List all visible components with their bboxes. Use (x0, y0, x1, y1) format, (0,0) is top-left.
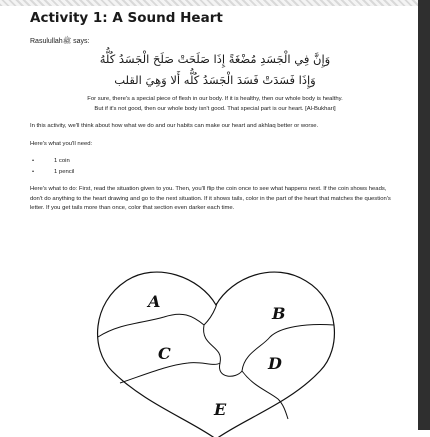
heart-drawing (84, 267, 348, 437)
arabic-line-2: وَإِذَا فَسَدَتْ فَسَدَ الْجَسَدُ كُلُّه أَلا وَهِيَ القلب (114, 73, 316, 87)
list-item: • 1 pencil (32, 168, 75, 175)
arabic-line-1: وَإِنَّ فِي الْجَسَدِ مُضْغَةً إِذَا صَلَحَتْ صَلَحَ الْجَسَدُ كُلُّهُ (99, 52, 331, 66)
translation-line-2: But if it's not good, then our whole body isn't good. That special part is our heart. [Al-Bukhari] (94, 105, 336, 112)
region-label-b: B (272, 304, 286, 323)
activity-title: Activity 1: A Sound Heart (30, 10, 223, 26)
intro-paragraph: In this activity, we'll think about how what we do and our habits can make our heart and akhlaq better or worse. (30, 123, 319, 129)
hadith-translation (30, 95, 400, 114)
needs-heading: Here's what you'll need: (30, 140, 93, 147)
bullet-icon: • (32, 157, 35, 164)
attribution-name: Rasulullah (30, 38, 63, 45)
region-label-d: D (268, 354, 282, 373)
region-label-a: A (148, 292, 161, 311)
top-pattern-band (0, 0, 430, 6)
needs-list (30, 155, 400, 177)
worksheet-page (30, 8, 400, 219)
heart-svg (84, 267, 348, 437)
bullet-icon: • (32, 168, 35, 175)
region-label-e: E (214, 400, 227, 419)
salawat-symbol: ﷺ (62, 38, 72, 45)
page-edge-bar (418, 0, 430, 430)
list-item: • 1 coin (32, 157, 70, 164)
instructions-paragraph: Here's what to do: First, read the situation given to you. Then, you'll flip the coin once to see what happens next. If the coin shows heads, don't do anything to the heart drawing and go to the next situation. If it shows tails, color in the part of the heart that matches the question's letter. If you get tails more than once, color that section even darker each time. (30, 186, 391, 211)
hadith-attribution (30, 36, 400, 47)
hadith-arabic (30, 49, 400, 91)
region-label-c: C (158, 344, 171, 363)
translation-line-1: For sure, there's a special piece of flesh in our body. If it is healthy, then our whole body is healthy. (87, 96, 343, 102)
attribution-suffix: says: (73, 38, 90, 45)
